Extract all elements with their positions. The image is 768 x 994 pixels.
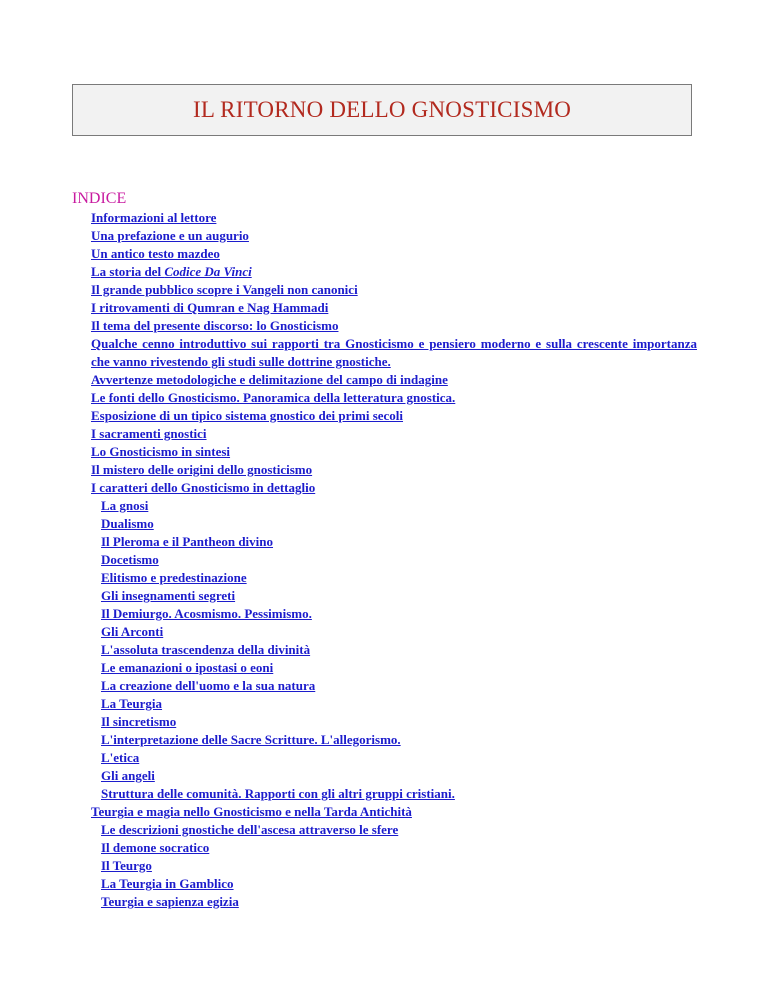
toc-link[interactable]: Un antico testo mazdeo [91, 246, 220, 261]
toc-item [91, 695, 697, 713]
toc-link[interactable]: Il demone socratico [101, 840, 210, 855]
toc-link[interactable]: Le emanazioni o ipostasi o eoni [101, 660, 274, 675]
toc-item [91, 461, 697, 479]
toc-item [91, 677, 697, 695]
toc-item [91, 641, 697, 659]
toc-link[interactable]: Docetismo [101, 552, 159, 567]
toc-link-text: La storia del [91, 264, 165, 279]
toc-item [91, 875, 697, 893]
toc-link[interactable]: La gnosi [101, 498, 149, 513]
toc-item [91, 713, 697, 731]
toc-link[interactable]: Teurgia e magia nello Gnosticismo e nella Tarda Antichità [91, 804, 412, 819]
toc-link[interactable]: Elitismo e predestinazione [101, 570, 247, 585]
toc-item [91, 443, 697, 461]
toc-link[interactable]: I ritrovamenti di Qumran e Nag Hammadi [91, 300, 329, 315]
toc-link[interactable]: Il mistero delle origini dello gnosticismo [91, 462, 313, 477]
toc-link[interactable]: Il tema del presente discorso: lo Gnosticismo [91, 318, 339, 333]
toc-item [91, 299, 697, 317]
toc-item [91, 281, 697, 299]
table-of-contents [91, 209, 697, 911]
toc-item [91, 479, 697, 497]
toc-link[interactable]: Il Pleroma e il Pantheon divino [101, 534, 274, 549]
toc-link[interactable]: Struttura delle comunità. Rapporti con gli altri gruppi cristiani. [101, 786, 455, 801]
toc-item [91, 605, 697, 623]
toc-link[interactable]: Le fonti dello Gnosticismo. Panoramica della letteratura gnostica. [91, 390, 456, 405]
toc-item [91, 551, 697, 569]
toc-item [91, 623, 697, 641]
toc-link[interactable]: Lo Gnosticismo in sintesi [91, 444, 231, 459]
title-box [72, 84, 692, 136]
index-heading: INDICE [72, 190, 127, 207]
toc-item [91, 425, 697, 443]
toc-item [91, 371, 697, 389]
toc-item [91, 389, 697, 407]
toc-item [91, 533, 697, 551]
toc-item [91, 731, 697, 749]
toc-item [91, 569, 697, 587]
document-title: IL RITORNO DELLO GNOSTICISMO [192, 97, 572, 122]
toc-item [91, 893, 697, 911]
toc-item [91, 587, 697, 605]
toc-link[interactable] [91, 264, 252, 279]
toc-link[interactable]: La Teurgia in Gamblico [101, 876, 234, 891]
toc-item [91, 749, 697, 767]
toc-link[interactable]: I sacramenti gnostici [91, 426, 207, 441]
toc-link[interactable]: Il sincretismo [101, 714, 177, 729]
toc-item [91, 767, 697, 785]
toc-item [91, 407, 697, 425]
toc-item [91, 821, 697, 839]
toc-link[interactable]: Il Demiurgo. Acosmismo. Pessimismo. [101, 606, 312, 621]
toc-item [91, 497, 697, 515]
toc-link[interactable]: Teurgia e sapienza egizia [101, 894, 239, 909]
toc-item [91, 659, 697, 677]
toc-link[interactable]: Esposizione di un tipico sistema gnostico dei primi secoli [91, 408, 404, 423]
toc-item [91, 263, 697, 281]
toc-item [91, 515, 697, 533]
toc-item [91, 803, 697, 821]
toc-link[interactable]: Gli Arconti [101, 624, 164, 639]
toc-link[interactable]: Le descrizioni gnostiche dell'ascesa attraverso le sfere [101, 822, 399, 837]
toc-item [91, 335, 697, 371]
toc-item [91, 227, 697, 245]
toc-link[interactable]: Gli insegnamenti segreti [101, 588, 236, 603]
toc-link[interactable]: Una prefazione e un augurio [91, 228, 249, 243]
toc-item [91, 209, 697, 227]
toc-item [91, 857, 697, 875]
toc-item [91, 839, 697, 857]
toc-link[interactable]: I caratteri dello Gnosticismo in dettaglio [91, 480, 316, 495]
toc-item [91, 317, 697, 335]
toc-link[interactable]: La Teurgia [101, 696, 163, 711]
toc-link[interactable]: Qualche cenno introduttivo sui rapporti tra Gnosticismo e pensiero moderno e sulla crescente importanza che vanno rivestendo gli studi sulle dottrine gnostiche. [91, 336, 697, 369]
toc-link[interactable]: Gli angeli [101, 768, 155, 783]
toc-link[interactable]: L'etica [101, 750, 140, 765]
toc-link[interactable]: Informazioni al lettore [91, 210, 217, 225]
toc-link[interactable]: Il grande pubblico scopre i Vangeli non canonici [91, 282, 358, 297]
toc-link[interactable]: La creazione dell'uomo e la sua natura [101, 678, 316, 693]
toc-link-italic-text: Codice Da Vinci [164, 264, 252, 279]
toc-link[interactable]: Il Teurgo [101, 858, 152, 873]
toc-item [91, 245, 697, 263]
toc-item [91, 785, 697, 803]
toc-link[interactable]: Dualismo [101, 516, 154, 531]
toc-link[interactable]: L'interpretazione delle Sacre Scritture. L'allegorismo. [101, 732, 401, 747]
toc-link[interactable]: L'assoluta trascendenza della divinità [101, 642, 311, 657]
toc-link[interactable]: Avvertenze metodologiche e delimitazione del campo di indagine [91, 372, 448, 387]
